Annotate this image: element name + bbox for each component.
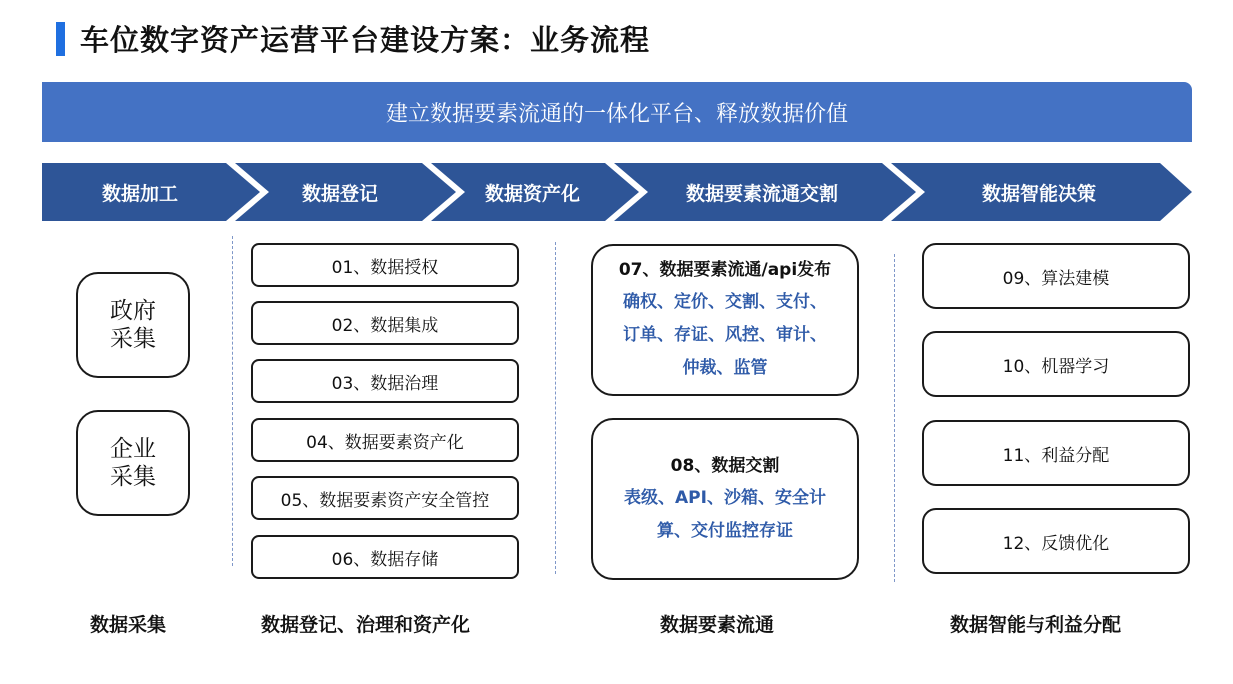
circulation-line: 表级、API、沙箱、安全计: [624, 487, 826, 508]
intelligence-item: 11、利益分配: [922, 420, 1190, 486]
registration-item: 03、数据治理: [251, 359, 519, 403]
footer-label: 数据登记、治理和资产化: [261, 614, 471, 636]
registration-item: 02、数据集成: [251, 301, 519, 345]
source-line: 采集: [110, 464, 156, 490]
circulation-line: 仲裁、监管: [682, 358, 768, 378]
registration-item: 01、数据授权: [251, 243, 519, 287]
circulation-box-delivery: [591, 418, 859, 580]
intelligence-item: 10、机器学习: [922, 331, 1190, 397]
stage-label: 数据要素流通交割: [685, 182, 838, 205]
registration-item: 04、数据要素资产化: [251, 418, 519, 462]
banner: 建立数据要素流通的一体化平台、释放数据价值: [42, 82, 1192, 142]
circulation-line: 订单、存证、风控、审计、: [623, 325, 827, 345]
circulation-line: 算、交付监控存证: [657, 520, 793, 541]
divider-3: [894, 254, 895, 582]
stage-label: 数据资产化: [484, 182, 580, 205]
source-box-enterprise: [76, 410, 190, 516]
registration-item: 05、数据要素资产安全管控: [251, 476, 519, 520]
footer-label: 数据采集: [90, 614, 167, 636]
stage-label: 数据加工: [101, 182, 178, 205]
divider-1: [232, 236, 233, 566]
footer-label: 数据智能与利益分配: [950, 614, 1122, 636]
registration-item: 06、数据存储: [251, 535, 519, 579]
intelligence-item: 12、反馈优化: [922, 508, 1190, 574]
circulation-heading: 07、数据要素流通/api发布: [618, 260, 832, 280]
stage-label: 数据智能决策: [981, 182, 1096, 205]
page-title: 车位数字资产运营平台建设方案：业务流程: [80, 23, 651, 57]
stage-label: 数据登记: [301, 182, 378, 205]
source-line: 政府: [110, 298, 156, 324]
footer-label: 数据要素流通: [660, 614, 775, 636]
divider-2: [555, 242, 556, 574]
source-box-government: [76, 272, 190, 378]
circulation-box-api: [591, 244, 859, 396]
circulation-heading: 08、数据交割: [670, 455, 780, 476]
source-line: 企业: [110, 436, 156, 462]
source-line: 采集: [110, 326, 156, 352]
intelligence-item: 09、算法建模: [922, 243, 1190, 309]
circulation-line: 确权、定价、交割、支付、: [623, 292, 827, 312]
title-accent-bar: [56, 22, 65, 56]
